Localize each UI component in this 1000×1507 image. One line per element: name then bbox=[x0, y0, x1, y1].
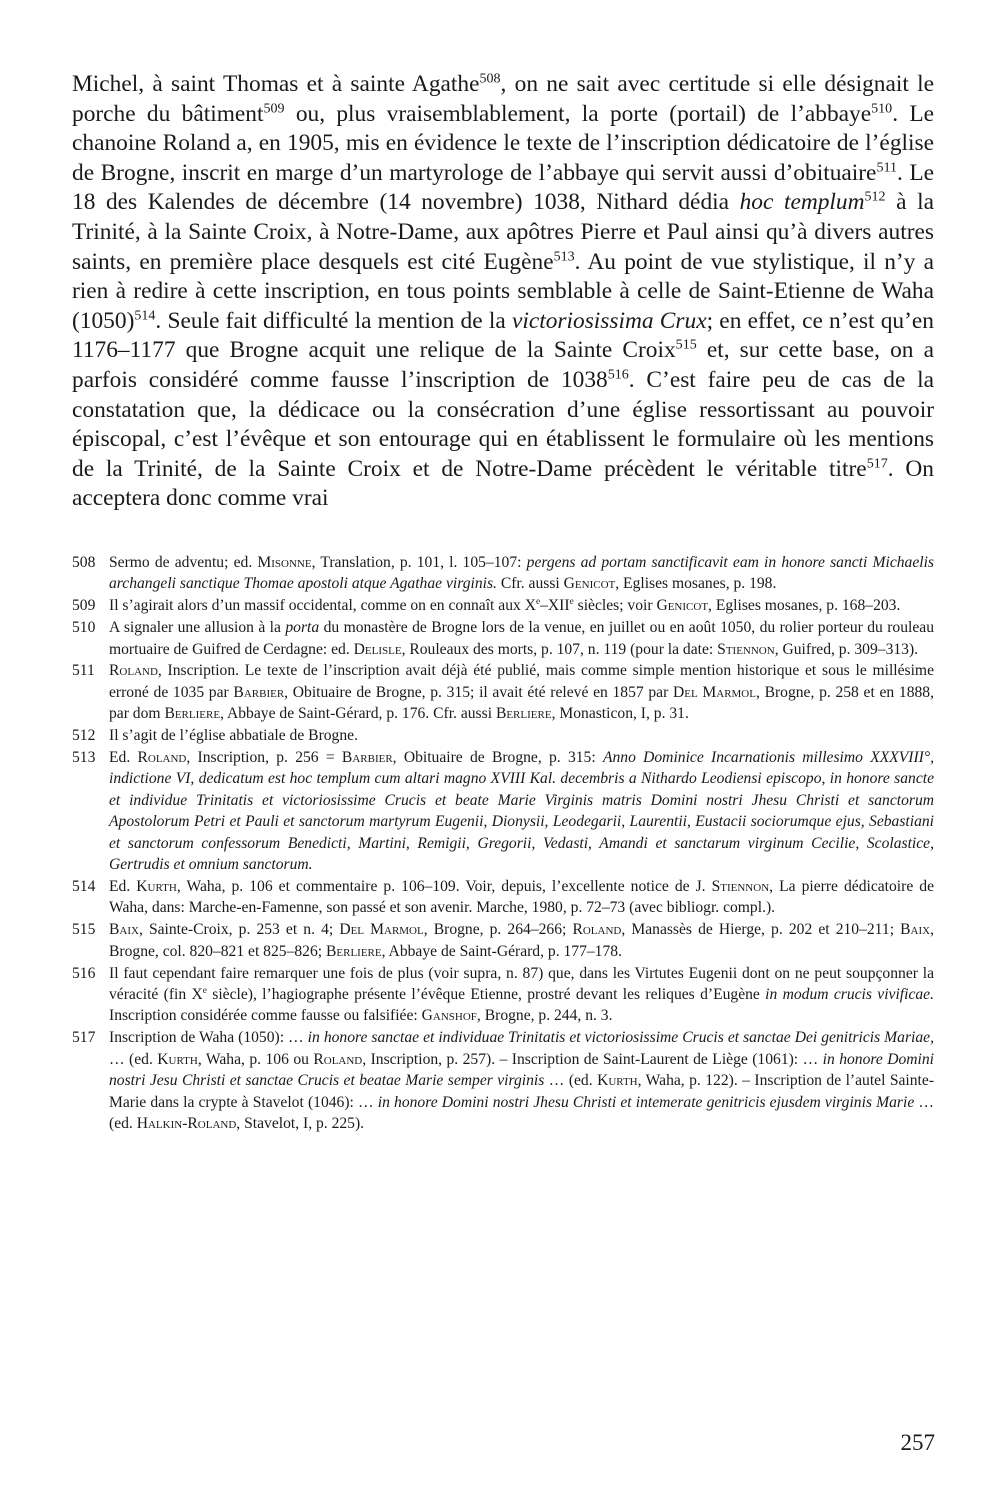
footnote-ref: 515 bbox=[675, 336, 697, 353]
footnote bbox=[72, 595, 934, 616]
text-run: , Inscription, p. 256 = bbox=[186, 749, 342, 767]
text-run: , Waha, p. 122). – Inscription de l’autel Sainte-Marie dans la crypte à Stavelot (1046): … bbox=[109, 1072, 935, 1111]
text-run: . Le chanoine Roland a, en 1905, mis en évidence le texte de l’inscription dédicatoire de l’église de Brogne, inscrit en marge d’un martyrologe de l’abbaye qui servit aussi d’obituaire bbox=[72, 100, 935, 186]
footnote-text bbox=[109, 919, 934, 962]
text-run: à la Trinité, à la Sainte Croix, à Notre-Dame, aux apôtres Pierre et Paul ainsi qu’à divers autres saints, en première place desquels est cité Eugène bbox=[72, 189, 934, 275]
text-run: , Obituaire de Brogne, p. 315: bbox=[392, 749, 603, 767]
text-run: , Brogne, p. 244, n. 3. bbox=[476, 1007, 613, 1025]
italic-run: pergens ad portam sanctificavit eam in honore sancti Michaelis archangeli sanctique Thomae apostoli atque Agathae virginis. bbox=[109, 553, 934, 593]
footnote-text bbox=[109, 1027, 934, 1134]
footnote bbox=[72, 919, 934, 962]
text-run: , Eglises mosanes, p. 168–203. bbox=[708, 597, 901, 615]
text-run: , Rouleaux des morts, p. 107, n. 119 (pour la date: bbox=[401, 640, 718, 658]
footnote-ref: 508 bbox=[479, 70, 501, 87]
text-run: , Waha, p. 106 et commentaire p. 106–109. Voir, depuis, l’excellente notice de J. bbox=[176, 878, 712, 895]
text-run: , Sainte-Croix, p. 253 et n. 4; bbox=[138, 921, 340, 939]
footnote-text bbox=[109, 660, 934, 724]
text-run: . Le 18 des Kalendes de décembre (14 novembre) 1038, Nithard dédia bbox=[72, 159, 934, 216]
footnote-ref: e bbox=[535, 597, 541, 608]
author-name: Barbier bbox=[233, 683, 285, 701]
text-run: . On acceptera donc comme vrai bbox=[72, 455, 934, 512]
text-run: , Manassès de Hierge, p. 202 et 210–211; bbox=[621, 921, 901, 939]
text-run: … (ed. bbox=[109, 1093, 934, 1132]
body-paragraph bbox=[72, 70, 934, 514]
text-run: , Inscription, p. 257). – Inscription de Saint-Laurent de Liège (1061): … bbox=[362, 1050, 823, 1068]
footnote-text bbox=[109, 876, 934, 919]
footnote-ref: e bbox=[569, 597, 574, 608]
text-run: Ed. bbox=[109, 749, 138, 767]
text-run: , Inscription. Le texte de l’inscription avait déjà été publié, mais comme simple mention historique et sous le millésime erroné de 1035 par bbox=[109, 662, 934, 701]
author-name: Berliere bbox=[495, 705, 552, 723]
author-name: Stiennon bbox=[717, 640, 775, 658]
text-run: Ed. bbox=[109, 878, 137, 895]
footnote bbox=[72, 963, 934, 1027]
text-run: ou, plus vraisemblablement, la porte (portail) de l’abbaye bbox=[284, 100, 872, 127]
author-name: Berliere bbox=[164, 705, 221, 723]
author-name: Halkin-Roland bbox=[136, 1114, 237, 1132]
text-run: du monastère de Brogne lors de la venue, en juillet ou en août 1050, du rolier porteur du rouleau mortuaire de Guifred de Cerdagne: ed. bbox=[109, 619, 934, 658]
text-run: , Brogne, col. 820–821 et 825–826; bbox=[109, 921, 934, 960]
footnote-text bbox=[109, 963, 934, 1027]
author-name: Delisle bbox=[353, 640, 402, 658]
text-run: A signaler une allusion à la bbox=[109, 619, 286, 637]
footnote-number: 515 bbox=[72, 921, 96, 939]
footnote bbox=[72, 617, 934, 660]
text-run: , Stavelot, I, p. 225). bbox=[236, 1114, 365, 1132]
text-run: –XII bbox=[540, 597, 570, 615]
italic-run: in honore Domini nostri Jhesu Christi et intemerate genitricis ejusdem virginis Marie bbox=[377, 1093, 915, 1111]
text-run: Sermo de adventu; ed. bbox=[109, 553, 258, 571]
footnote-number: 514 bbox=[72, 878, 96, 895]
text-run: siècles; voir bbox=[573, 597, 657, 615]
text-run: . C’est faire peu de cas de la constatation que, la dédicace ou la consécration d’une église ressortissant au pouvoir épiscopal, c’est l’évêque et son entourage qui en établissent le formulaire où les mentions de la Trinité, de la Sainte Croix et de Notre-Dame précèdent le véritable titre bbox=[72, 366, 934, 482]
text-run: ; en effet, ce n’est qu’en 1176–1177 que Brogne acquit une relique de la Sainte Croix bbox=[72, 307, 934, 364]
author-name: Barbier bbox=[341, 749, 393, 767]
text-run: Il s’agirait alors d’un massif occidental, comme on en connaît aux X bbox=[109, 597, 536, 615]
footnote-ref: 511 bbox=[876, 159, 897, 176]
author-name: Roland bbox=[137, 749, 187, 767]
footnote bbox=[72, 876, 934, 919]
text-run: , Monasticon, I, p. 31. bbox=[551, 705, 689, 723]
footnote bbox=[72, 660, 934, 724]
text-run: , Guifred, p. 309–313). bbox=[774, 640, 919, 658]
text-run: , La pierre dédicatoire de Waha, dans: Marche-en-Famenne, son passé et son avenir. Marche, 1980, p. 72–73 (avec bibliogr. compl.). bbox=[109, 878, 935, 917]
italic-run: porta bbox=[285, 619, 320, 637]
italic-run: in honore sanctae et individuae Trinitatis et victoriosissime Crucis et sanctae Dei genitricis Mariae, bbox=[307, 1029, 934, 1047]
text-run: . Seule fait difficulté la mention de la bbox=[155, 307, 512, 334]
footnote bbox=[72, 747, 934, 875]
text-run: Inscription considérée comme fausse ou falsifiée: bbox=[109, 1007, 422, 1025]
author-name: Kurth bbox=[597, 1072, 638, 1090]
author-name: Genicot bbox=[656, 597, 709, 615]
author-name: Roland bbox=[572, 921, 622, 939]
text-run: Inscription de Waha (1050): … bbox=[109, 1029, 308, 1047]
text-run: et, sur cette base, on a parfois considéré comme fausse l’inscription de 1038 bbox=[72, 337, 934, 393]
page-number: 257 bbox=[900, 1430, 935, 1455]
author-name: Kurth bbox=[136, 878, 177, 895]
footnote-ref: e bbox=[202, 986, 207, 997]
author-name: Berliere bbox=[326, 942, 382, 960]
author-name: Baix bbox=[900, 921, 931, 939]
footnote-ref: 513 bbox=[553, 247, 575, 264]
footnote-number: 511 bbox=[72, 662, 95, 680]
text-run: , on ne sait avec certitude si elle désignait le porche du bâtiment bbox=[72, 71, 935, 127]
text-run: Il s’agit de l’église abbatiale de Brogne. bbox=[109, 727, 358, 745]
footnote-text bbox=[109, 747, 934, 875]
page-content bbox=[72, 70, 934, 1135]
text-run: . Au point de vue stylistique, il n’y a rien à redire à cette inscription, en tous points semblable à celle de Saint-Etienne de Waha (1050) bbox=[72, 248, 934, 334]
footnote bbox=[72, 1027, 934, 1134]
footnotes bbox=[72, 552, 934, 1134]
text-run: , Waha, p. 106 ou bbox=[197, 1050, 314, 1068]
text-run: , Eglises mosanes, p. 198. bbox=[615, 575, 777, 593]
footnote-number: 512 bbox=[72, 727, 96, 745]
footnote-number: 517 bbox=[72, 1029, 96, 1047]
footnote-text bbox=[109, 617, 934, 660]
footnote-text bbox=[109, 595, 934, 616]
footnote-number: 513 bbox=[72, 749, 96, 767]
text-run: … (ed. bbox=[109, 1050, 158, 1068]
text-run: Michel, à saint Thomas et à sainte Agathe bbox=[72, 71, 480, 97]
text-run: … (ed. bbox=[544, 1072, 598, 1090]
text-run: , Obituaire de Brogne, p. 315; il avait été relevé en 1857 par bbox=[284, 683, 673, 701]
italic-run: in honore Domini nostri Jesu Christi et sanctae Crucis et beatae Marie semper virginis bbox=[109, 1050, 935, 1090]
text-run: , Brogne, p. 264–266; bbox=[423, 921, 573, 939]
author-name: Kurth bbox=[157, 1050, 198, 1068]
footnote-text bbox=[109, 725, 934, 746]
footnote-number: 516 bbox=[72, 964, 96, 982]
footnote-ref: 509 bbox=[263, 99, 285, 116]
italic-run: hoc templum bbox=[739, 189, 865, 216]
text-run: , Abbaye de Saint-Gérard, p. 177–178. bbox=[381, 942, 622, 960]
text-run: , Brogne, p. 258 et en 1888, par dom bbox=[109, 683, 934, 723]
footnote-number: 509 bbox=[72, 597, 96, 615]
footnote bbox=[72, 552, 934, 595]
footnote-number: 508 bbox=[72, 553, 96, 571]
text-run: Cfr. aussi bbox=[496, 575, 564, 593]
text-run: Il faut cependant faire remarquer une fois de plus (voir supra, n. 87) que, dans les Virtutes Eugenii dont on ne peut soupçonner la véracité (fin X bbox=[109, 964, 934, 1004]
italic-run: in modum crucis vivificae. bbox=[765, 986, 934, 1004]
footnote-number: 510 bbox=[72, 619, 96, 637]
author-name: Del Marmol bbox=[672, 683, 756, 701]
author-name: Stiennon bbox=[711, 878, 770, 895]
footnote bbox=[72, 725, 934, 746]
author-name: Misonne bbox=[257, 553, 312, 571]
author-name: Genicot bbox=[563, 575, 616, 593]
text-run: , Abbaye de Saint-Gérard, p. 176. Cfr. aussi bbox=[220, 705, 496, 723]
footnote-ref: 516 bbox=[607, 366, 629, 383]
italic-run: victoriosissima Crux bbox=[511, 307, 707, 334]
text-run: , Translation, p. 101, l. 105–107: bbox=[311, 553, 527, 571]
footnote-ref: 517 bbox=[866, 455, 888, 472]
author-name: Roland bbox=[313, 1050, 363, 1068]
author-name: Ganshof bbox=[421, 1007, 477, 1025]
footnote-ref: 514 bbox=[134, 307, 156, 324]
text-run: siècle), l’hagiographe présente l’évêque Etienne, prostré devant les reliques d’Eugène bbox=[206, 986, 766, 1004]
author-name: Roland bbox=[109, 662, 158, 680]
footnote-text bbox=[109, 552, 934, 595]
footnote-ref: 512 bbox=[864, 188, 886, 205]
italic-run: Anno Dominice Incarnationis millesimo XXXVIII°, indictione VI, dedicatum est hoc templum cum altari magno XVIII Kal. decembris a Nithardo Leodiensi episcopo, in honore sancte et individue Trinitatis et victoriosissime Crucis et beate Marie Virginis matris Domini nostri Jhesu Christi et sanctorum Apostolorum Petri et Pauli et sanctorum martyrum Eugenii, Dionysii, Leodegarii, Laurentii, Eustacii sociorumque ejus, Sebastiani et sanctorum confessorum Benedicti, Martini, Remigii, Gregorii, Vedasti, Amandi et sanctarum virginum Cecilie, Scolastice, Gertrudis et omnium sanctorum. bbox=[109, 749, 935, 874]
footnote-ref: 510 bbox=[871, 99, 893, 116]
author-name: Del Marmol bbox=[339, 921, 424, 939]
author-name: Baix bbox=[109, 921, 139, 939]
